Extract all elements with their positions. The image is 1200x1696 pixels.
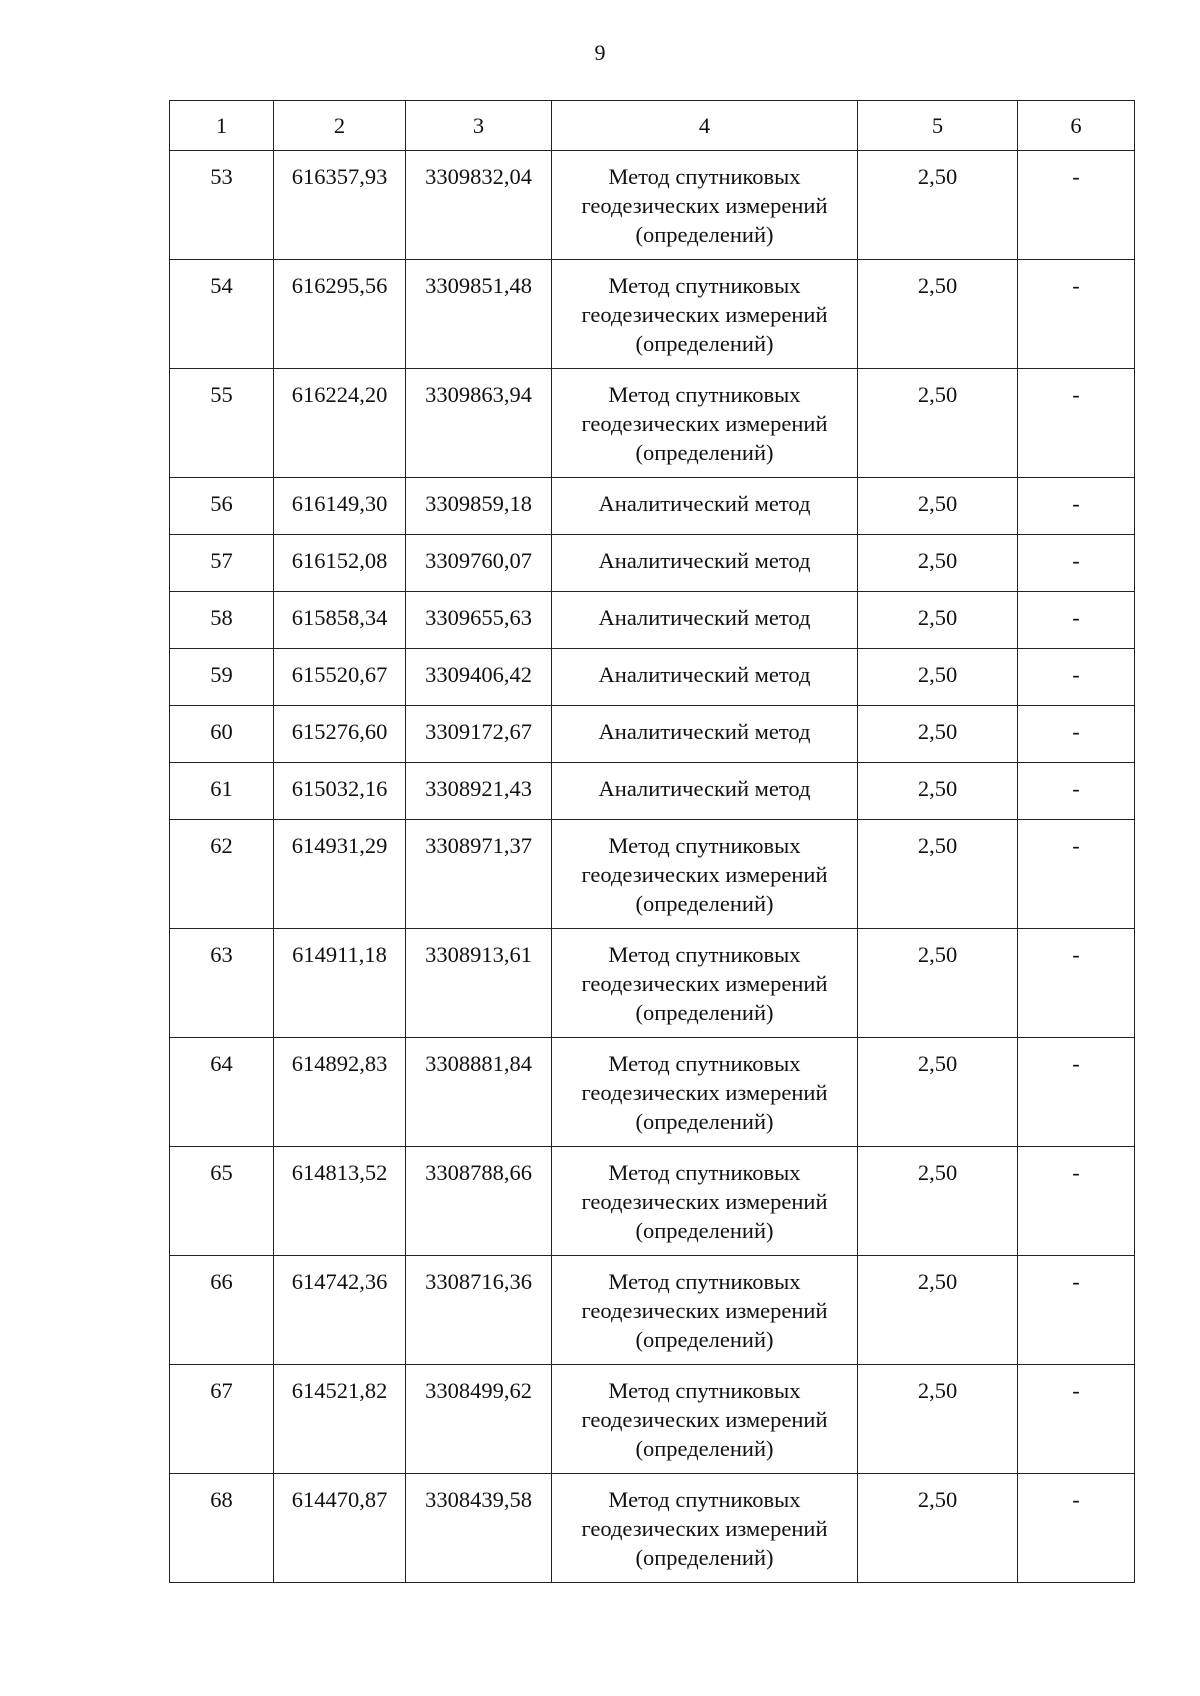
cell-precision: 2,50 — [858, 1474, 1018, 1583]
cell-precision: 2,50 — [858, 763, 1018, 820]
header-cell-1: 1 — [170, 101, 274, 151]
cell-note: - — [1018, 1256, 1135, 1365]
cell-note: - — [1018, 820, 1135, 929]
cell-method: Метод спутниковых геодезических измерений (определений) — [552, 1038, 858, 1147]
cell-y-coordinate: 3309851,48 — [406, 260, 552, 369]
cell-x-coordinate: 616152,08 — [274, 535, 406, 592]
cell-point-number: 59 — [170, 649, 274, 706]
cell-point-number: 60 — [170, 706, 274, 763]
table-row — [170, 706, 1135, 763]
cell-note: - — [1018, 706, 1135, 763]
cell-method: Метод спутниковых геодезических измерений (определений) — [552, 1256, 858, 1365]
cell-y-coordinate: 3308921,43 — [406, 763, 552, 820]
cell-x-coordinate: 615276,60 — [274, 706, 406, 763]
cell-method: Метод спутниковых геодезических измерений (определений) — [552, 1474, 858, 1583]
table-row — [170, 929, 1135, 1038]
cell-x-coordinate: 616149,30 — [274, 478, 406, 535]
cell-method: Метод спутниковых геодезических измерений (определений) — [552, 820, 858, 929]
cell-precision: 2,50 — [858, 929, 1018, 1038]
cell-x-coordinate: 614742,36 — [274, 1256, 406, 1365]
cell-precision: 2,50 — [858, 1365, 1018, 1474]
table-header — [170, 101, 1135, 151]
cell-note: - — [1018, 369, 1135, 478]
cell-point-number: 55 — [170, 369, 274, 478]
cell-precision: 2,50 — [858, 649, 1018, 706]
table-body — [170, 151, 1135, 1583]
cell-method: Аналитический метод — [552, 649, 858, 706]
cell-point-number: 67 — [170, 1365, 274, 1474]
cell-x-coordinate: 615858,34 — [274, 592, 406, 649]
cell-y-coordinate: 3308788,66 — [406, 1147, 552, 1256]
cell-x-coordinate: 614813,52 — [274, 1147, 406, 1256]
cell-y-coordinate: 3308439,58 — [406, 1474, 552, 1583]
cell-note: - — [1018, 763, 1135, 820]
table-row — [170, 1038, 1135, 1147]
cell-point-number: 63 — [170, 929, 274, 1038]
table-row — [170, 369, 1135, 478]
cell-x-coordinate: 615520,67 — [274, 649, 406, 706]
header-cell-5: 5 — [858, 101, 1018, 151]
cell-note: - — [1018, 1038, 1135, 1147]
cell-y-coordinate: 3309172,67 — [406, 706, 552, 763]
cell-point-number: 66 — [170, 1256, 274, 1365]
cell-x-coordinate: 614892,83 — [274, 1038, 406, 1147]
cell-point-number: 54 — [170, 260, 274, 369]
cell-precision: 2,50 — [858, 706, 1018, 763]
cell-point-number: 53 — [170, 151, 274, 260]
cell-point-number: 64 — [170, 1038, 274, 1147]
table-row — [170, 1474, 1135, 1583]
cell-method: Аналитический метод — [552, 706, 858, 763]
cell-y-coordinate: 3309859,18 — [406, 478, 552, 535]
coordinates-table — [169, 100, 1135, 1583]
cell-note: - — [1018, 151, 1135, 260]
cell-x-coordinate: 614931,29 — [274, 820, 406, 929]
cell-method: Аналитический метод — [552, 478, 858, 535]
cell-x-coordinate: 614470,87 — [274, 1474, 406, 1583]
cell-note: - — [1018, 260, 1135, 369]
cell-method: Аналитический метод — [552, 592, 858, 649]
cell-method: Метод спутниковых геодезических измерений (определений) — [552, 1147, 858, 1256]
cell-method: Аналитический метод — [552, 763, 858, 820]
cell-point-number: 62 — [170, 820, 274, 929]
cell-note: - — [1018, 929, 1135, 1038]
cell-y-coordinate: 3309406,42 — [406, 649, 552, 706]
cell-note: - — [1018, 1147, 1135, 1256]
cell-method: Аналитический метод — [552, 535, 858, 592]
table-row — [170, 820, 1135, 929]
table-row — [170, 1256, 1135, 1365]
cell-x-coordinate: 616224,20 — [274, 369, 406, 478]
table-row — [170, 1147, 1135, 1256]
cell-y-coordinate: 3308716,36 — [406, 1256, 552, 1365]
header-cell-3: 3 — [406, 101, 552, 151]
cell-precision: 2,50 — [858, 820, 1018, 929]
cell-x-coordinate: 616295,56 — [274, 260, 406, 369]
table-row — [170, 592, 1135, 649]
header-cell-6: 6 — [1018, 101, 1135, 151]
cell-precision: 2,50 — [858, 535, 1018, 592]
cell-y-coordinate: 3309863,94 — [406, 369, 552, 478]
cell-point-number: 61 — [170, 763, 274, 820]
cell-precision: 2,50 — [858, 260, 1018, 369]
cell-precision: 2,50 — [858, 1038, 1018, 1147]
cell-point-number: 56 — [170, 478, 274, 535]
cell-x-coordinate: 615032,16 — [274, 763, 406, 820]
cell-note: - — [1018, 649, 1135, 706]
cell-note: - — [1018, 535, 1135, 592]
cell-x-coordinate: 614911,18 — [274, 929, 406, 1038]
cell-precision: 2,50 — [858, 151, 1018, 260]
cell-y-coordinate: 3309760,07 — [406, 535, 552, 592]
table-row — [170, 763, 1135, 820]
table-row — [170, 478, 1135, 535]
table-row — [170, 1365, 1135, 1474]
cell-precision: 2,50 — [858, 1147, 1018, 1256]
cell-note: - — [1018, 1474, 1135, 1583]
cell-point-number: 58 — [170, 592, 274, 649]
cell-y-coordinate: 3308881,84 — [406, 1038, 552, 1147]
cell-point-number: 65 — [170, 1147, 274, 1256]
table-row — [170, 260, 1135, 369]
cell-method: Метод спутниковых геодезических измерений (определений) — [552, 369, 858, 478]
cell-x-coordinate: 616357,93 — [274, 151, 406, 260]
cell-x-coordinate: 614521,82 — [274, 1365, 406, 1474]
header-row — [170, 101, 1135, 151]
cell-precision: 2,50 — [858, 1256, 1018, 1365]
table-row — [170, 535, 1135, 592]
cell-precision: 2,50 — [858, 478, 1018, 535]
cell-precision: 2,50 — [858, 592, 1018, 649]
cell-method: Метод спутниковых геодезических измерений (определений) — [552, 929, 858, 1038]
cell-method: Метод спутниковых геодезических измерений (определений) — [552, 151, 858, 260]
table-row — [170, 151, 1135, 260]
cell-note: - — [1018, 478, 1135, 535]
cell-method: Метод спутниковых геодезических измерений (определений) — [552, 1365, 858, 1474]
cell-y-coordinate: 3308499,62 — [406, 1365, 552, 1474]
cell-y-coordinate: 3309832,04 — [406, 151, 552, 260]
cell-note: - — [1018, 1365, 1135, 1474]
cell-method: Метод спутниковых геодезических измерений (определений) — [552, 260, 858, 369]
cell-point-number: 57 — [170, 535, 274, 592]
cell-precision: 2,50 — [858, 369, 1018, 478]
cell-y-coordinate: 3308971,37 — [406, 820, 552, 929]
page-number: 9 — [594, 40, 606, 65]
cell-note: - — [1018, 592, 1135, 649]
cell-y-coordinate: 3309655,63 — [406, 592, 552, 649]
header-cell-2: 2 — [274, 101, 406, 151]
header-cell-4: 4 — [552, 101, 858, 151]
table-row — [170, 649, 1135, 706]
cell-y-coordinate: 3308913,61 — [406, 929, 552, 1038]
cell-point-number: 68 — [170, 1474, 274, 1583]
